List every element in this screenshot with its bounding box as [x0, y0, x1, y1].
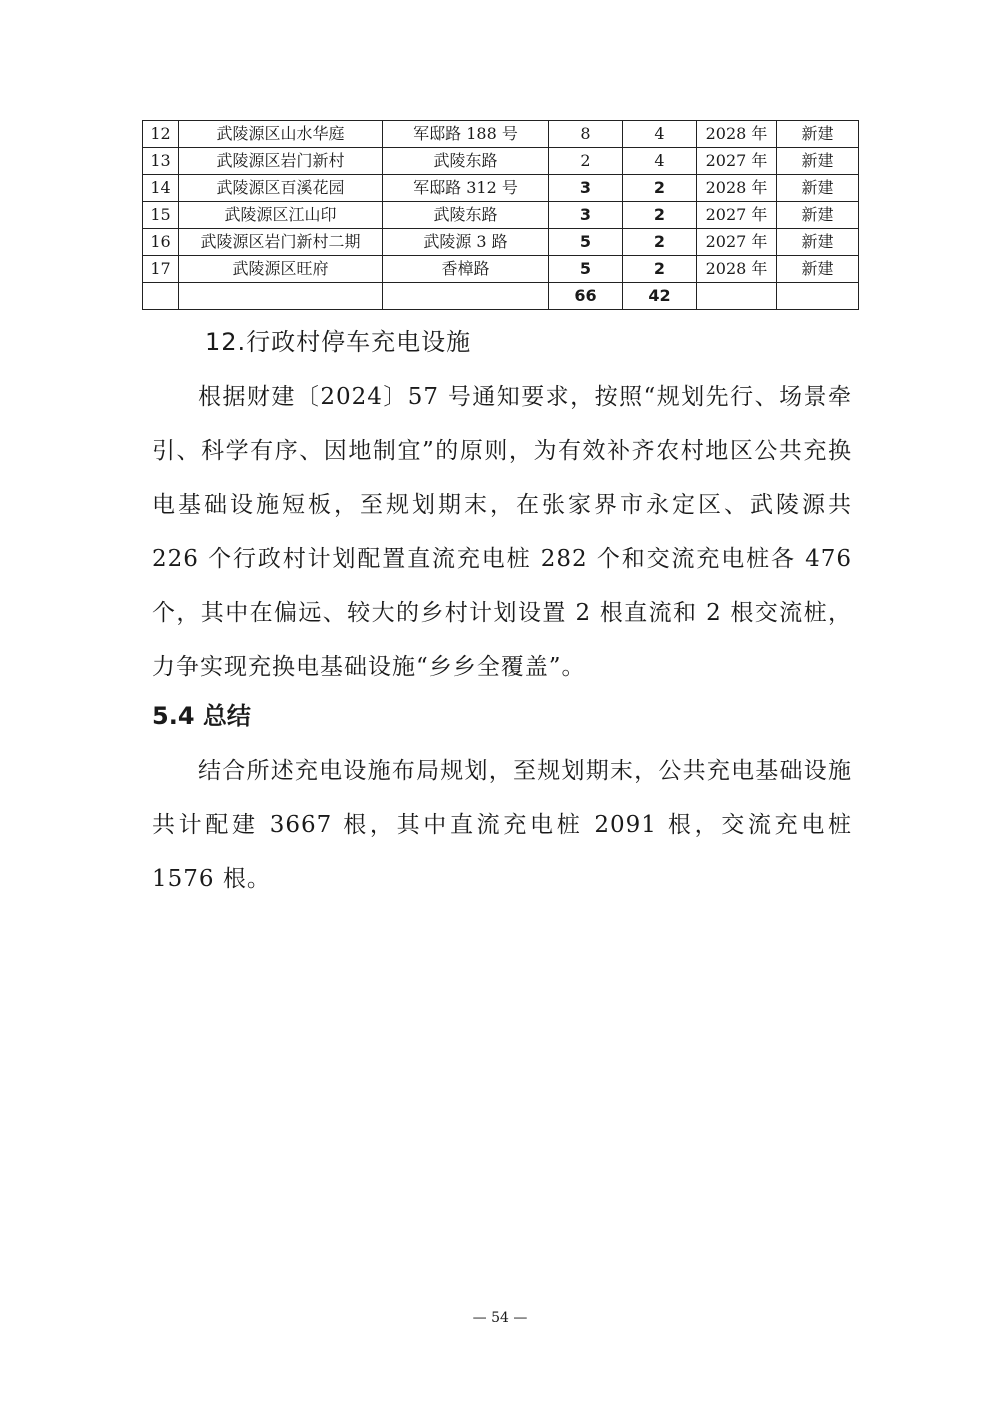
- table-row: [143, 175, 859, 202]
- total-cell-ac: 42: [623, 283, 697, 310]
- table-cell-dc: 5: [549, 229, 623, 256]
- table-cell-dc: 3: [549, 202, 623, 229]
- table-cell-location: 香樟路: [383, 256, 549, 283]
- table-cell-ac: 4: [623, 148, 697, 175]
- table-cell-name: 武陵源区岩门新村二期: [179, 229, 383, 256]
- table-cell-location: 武陵源 3 路: [383, 229, 549, 256]
- page-number: — 54 —: [472, 1310, 528, 1326]
- table-cell-year: 2028 年: [697, 121, 777, 148]
- total-cell-location: [383, 283, 549, 310]
- table-cell-type: 新建: [777, 229, 859, 256]
- table-cell-no: 15: [143, 202, 179, 229]
- table-cell-dc: 8: [549, 121, 623, 148]
- section-5-4-paragraph: 结合所述充电设施布局规划，至规划期末，公共充电基础设施共计配建 3667 根，其中直流充电桩 2091 根，交流充电桩 1576 根。: [152, 758, 852, 892]
- table-cell-name: 武陵源区百溪花园: [179, 175, 383, 202]
- table-cell-type: 新建: [777, 121, 859, 148]
- total-cell-year: [697, 283, 777, 310]
- table-cell-dc: 3: [549, 175, 623, 202]
- table-cell-location: 武陵东路: [383, 202, 549, 229]
- charging-station-table: [142, 120, 859, 310]
- table-cell-ac: 4: [623, 121, 697, 148]
- total-cell-name: [179, 283, 383, 310]
- table-cell-type: 新建: [777, 202, 859, 229]
- section-12-heading: 12.行政村停车充电设施: [205, 328, 472, 356]
- table-cell-type: 新建: [777, 148, 859, 175]
- table-cell-year: 2028 年: [697, 175, 777, 202]
- table-cell-name: 武陵源区山水华庭: [179, 121, 383, 148]
- table-cell-year: 2027 年: [697, 148, 777, 175]
- table-cell-no: 17: [143, 256, 179, 283]
- table-cell-year: 2028 年: [697, 256, 777, 283]
- table-row: [143, 202, 859, 229]
- table-row: [143, 148, 859, 175]
- table-cell-name: 武陵源区岩门新村: [179, 148, 383, 175]
- table-body: [143, 121, 859, 310]
- table-cell-year: 2027 年: [697, 229, 777, 256]
- total-cell-dc: 66: [549, 283, 623, 310]
- total-cell-no: [143, 283, 179, 310]
- table-cell-no: 14: [143, 175, 179, 202]
- table-row: [143, 229, 859, 256]
- table-cell-dc: 5: [549, 256, 623, 283]
- table-cell-type: 新建: [777, 175, 859, 202]
- table-cell-no: 12: [143, 121, 179, 148]
- table-cell-name: 武陵源区江山印: [179, 202, 383, 229]
- table-cell-location: 军邸路 312 号: [383, 175, 549, 202]
- table-cell-no: 13: [143, 148, 179, 175]
- table-cell-no: 16: [143, 229, 179, 256]
- table-total-row: [143, 283, 859, 310]
- table-cell-location: 军邸路 188 号: [383, 121, 549, 148]
- table-row: [143, 121, 859, 148]
- section-5-4-heading: 5.4 总结: [152, 702, 251, 730]
- table-cell-type: 新建: [777, 256, 859, 283]
- total-cell-type: [777, 283, 859, 310]
- table-cell-location: 武陵东路: [383, 148, 549, 175]
- table-cell-ac: 2: [623, 202, 697, 229]
- table-cell-ac: 2: [623, 175, 697, 202]
- table-cell-ac: 2: [623, 229, 697, 256]
- table-cell-dc: 2: [549, 148, 623, 175]
- table-cell-name: 武陵源区旺府: [179, 256, 383, 283]
- table-cell-year: 2027 年: [697, 202, 777, 229]
- table-cell-ac: 2: [623, 256, 697, 283]
- section-12-paragraph: 根据财建〔2024〕57 号通知要求，按照“规划先行、场景牵引、科学有序、因地制宜”的原则，为有效补齐农村地区公共充换电基础设施短板，至规划期末，在张家界市永定区、武陵源共 226 个行政村计划配置直流充电桩 282 个和交流充电桩各 476 个，其中在偏远、较大的乡村计划设置 2 根直流和 2 根交流桩，力争实现充换电基础设施“乡乡全覆盖”。: [152, 384, 852, 680]
- table-row: [143, 256, 859, 283]
